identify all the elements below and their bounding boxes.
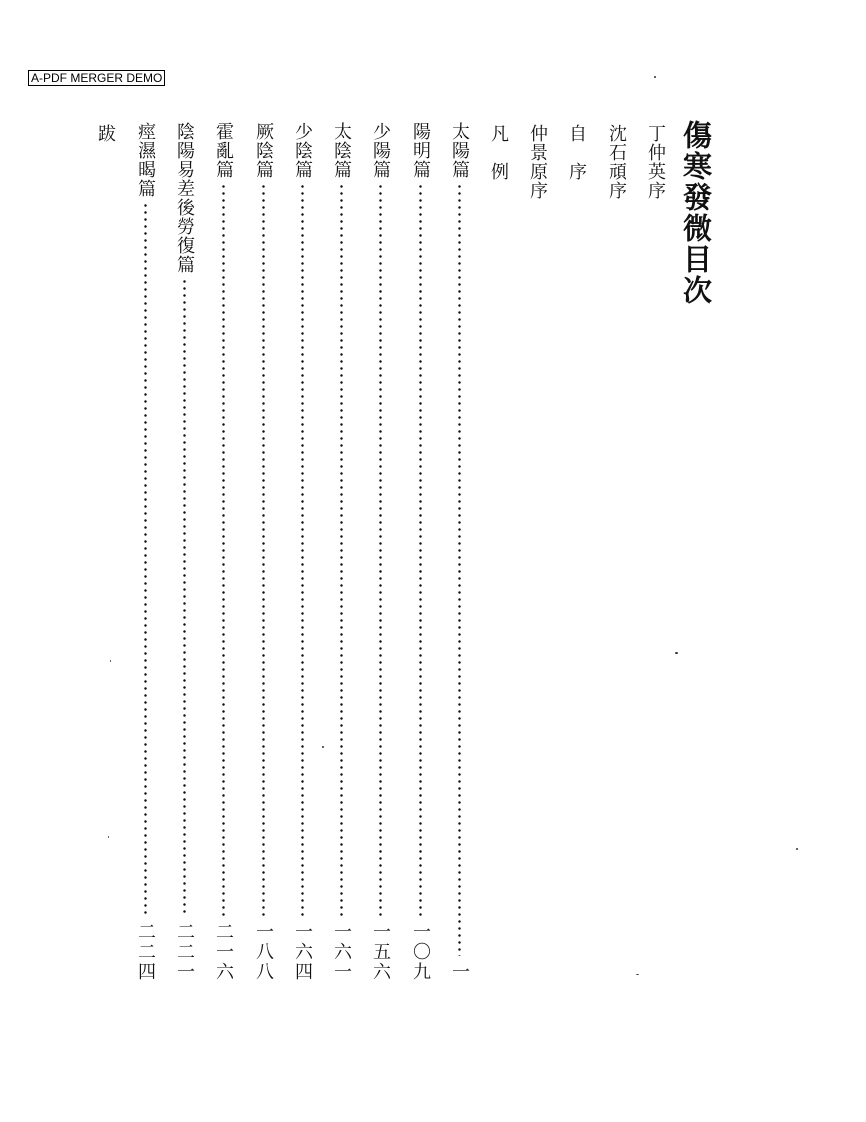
toc-entry-page: 一八八 bbox=[253, 922, 274, 982]
toc-entry-page: 一六四 bbox=[292, 922, 313, 982]
toc-entry-label: 太陽篇 bbox=[449, 122, 470, 179]
toc-entry-page: 二二一 bbox=[174, 922, 195, 982]
toc-entry bbox=[407, 122, 433, 982]
toc-entry-page: 二二四 bbox=[135, 922, 156, 982]
toc-entry-label: 太陰篇 bbox=[331, 122, 352, 179]
toc-entry-label: 陰陽易差後勞復篇 bbox=[174, 122, 195, 274]
toc-entry bbox=[250, 122, 276, 982]
toc-entry bbox=[289, 122, 315, 982]
toc-entry bbox=[367, 122, 393, 982]
toc-entry bbox=[210, 122, 236, 982]
dot-leader bbox=[183, 278, 186, 916]
afterword-item: 跋 bbox=[95, 124, 116, 143]
front-matter-item: 凡 例 bbox=[488, 124, 509, 181]
scan-speck bbox=[110, 660, 111, 662]
toc-entry bbox=[171, 122, 197, 982]
dot-leader bbox=[419, 183, 422, 916]
front-matter-item: 自 序 bbox=[566, 124, 587, 181]
toc-entry-label: 霍亂篇 bbox=[213, 122, 234, 179]
book-title: 傷寒發微目次 bbox=[679, 120, 713, 306]
toc-entry-label: 少陽篇 bbox=[370, 122, 391, 179]
toc-entry-page: 一 bbox=[449, 962, 470, 982]
toc-entry-label: 厥陰篇 bbox=[253, 122, 274, 179]
scan-speck bbox=[675, 652, 678, 654]
toc-entry bbox=[328, 122, 354, 982]
toc-entry-label: 陽明篇 bbox=[410, 122, 431, 179]
scan-speck bbox=[636, 974, 639, 975]
dot-leader bbox=[340, 183, 343, 916]
toc-entry-label: 少陰篇 bbox=[292, 122, 313, 179]
toc-entry-page: 一五六 bbox=[370, 922, 391, 982]
front-matter-item: 丁仲英序 bbox=[645, 124, 666, 200]
scan-speck bbox=[108, 836, 109, 838]
dot-leader bbox=[144, 202, 147, 916]
toc-entry bbox=[132, 122, 158, 982]
toc-entry-page: 二一六 bbox=[213, 922, 234, 982]
scan-speck bbox=[322, 746, 324, 748]
dot-leader bbox=[458, 183, 461, 956]
front-matter-item: 仲景原序 bbox=[527, 124, 548, 200]
toc-entry-page: 一六一 bbox=[331, 922, 352, 982]
toc-entry-page: 一〇九 bbox=[410, 922, 431, 982]
dot-leader bbox=[262, 183, 265, 916]
front-matter-item: 沈石頑序 bbox=[606, 124, 627, 200]
dot-leader bbox=[379, 183, 382, 916]
dot-leader bbox=[222, 183, 225, 916]
toc-entry bbox=[446, 122, 472, 982]
toc-entry-label: 痙濕暍篇 bbox=[135, 122, 156, 198]
scan-speck bbox=[654, 76, 656, 78]
dot-leader bbox=[301, 183, 304, 916]
watermark-banner: A-PDF MERGER DEMO bbox=[28, 70, 165, 86]
scan-speck bbox=[796, 848, 798, 850]
